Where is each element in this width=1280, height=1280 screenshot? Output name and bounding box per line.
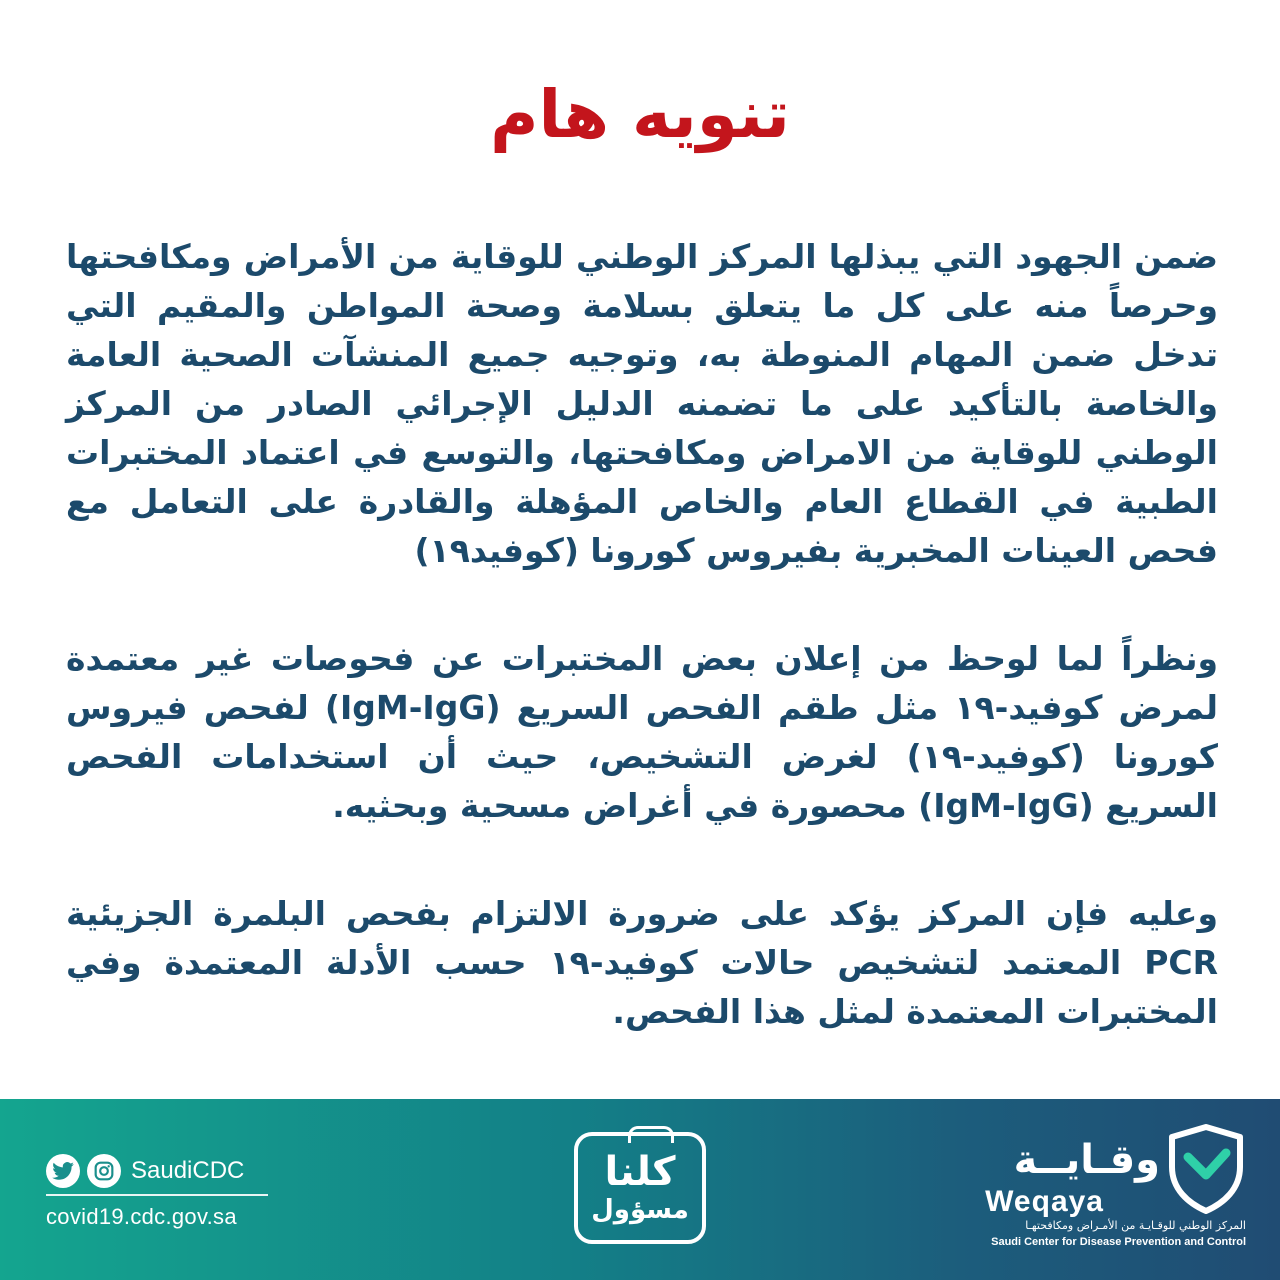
social-row (46, 1151, 268, 1191)
logo-subtitle-english: Saudi Center for Disease Prevention and Control (991, 1236, 1246, 1248)
divider (46, 1194, 268, 1196)
logo-english: Weqaya (985, 1185, 1104, 1218)
instagram-icon[interactable] (87, 1154, 121, 1188)
page-title: تنويه هام (490, 76, 790, 153)
badge-tab-decoration (628, 1126, 674, 1143)
twitter-icon[interactable] (46, 1154, 80, 1188)
badge-line-2: مسؤول (591, 1195, 689, 1225)
footer-banner (0, 1099, 1280, 1280)
logo-arabic: وقـايــة (1013, 1137, 1160, 1183)
badge-line-1: كلنا (604, 1149, 676, 1195)
weqaya-logo (956, 1123, 1246, 1273)
social-handle: SaudiCDC (131, 1157, 245, 1184)
social-block (46, 1151, 268, 1230)
paragraph-3: وعليه فإن المركز يؤكد على ضرورة الالتزام بفحص البلمرة الجزيئية PCR المعتمد لتشخيص حالات كوفيد-١٩ حسب الأدلة المعتمدة وفي المختبرات المعتمدة لمثل هذا الفحص. (66, 894, 1219, 1031)
notice-body (66, 232, 1218, 1036)
logo-subtitle-arabic: المركز الوطني للوقـايـة من الأمـراض ومكافحتهـا (1025, 1219, 1246, 1232)
paragraph-1: ضمن الجهود التي يبذلها المركز الوطني للوقاية من الأمراض ومكافحتها وحرصاً منه على كل ما يتعلق بسلامة وصحة المواطن والمقيم التي تدخل ضمن المهام المنوطة به، وتوجيه جميع المنشآت الصحية العامة والخاصة بالتأكيد على ما تضمنه الدليل الإجرائي الصادر من المركز الوطني للوقاية من الامراض ومكافحتها، والتوسع في اعتماد المختبرات الطبية في القطاع العام والخاص المؤهلة والقادرة على التعامل مع فحص العينات المخبرية بفيروس كورونا (كوفيد١٩) (66, 237, 1218, 570)
campaign-badge (574, 1132, 706, 1244)
paragraph-2: ونظراً لما لوحظ من إعلان بعض المختبرات عن فحوصات غير معتمدة لمرض كوفيد-١٩ مثل طقم الفحص السريع (IgM-IgG) لفحص فيروس كورونا (كوفيد-١٩) لغرض التشخيص، حيث أن استخدامات الفحص السريع (IgM-IgG) محصورة في أغراض مسحية وبحثيه. (66, 639, 1218, 825)
website-link[interactable]: covid19.cdc.gov.sa (46, 1204, 237, 1229)
shield-icon (1166, 1123, 1246, 1215)
